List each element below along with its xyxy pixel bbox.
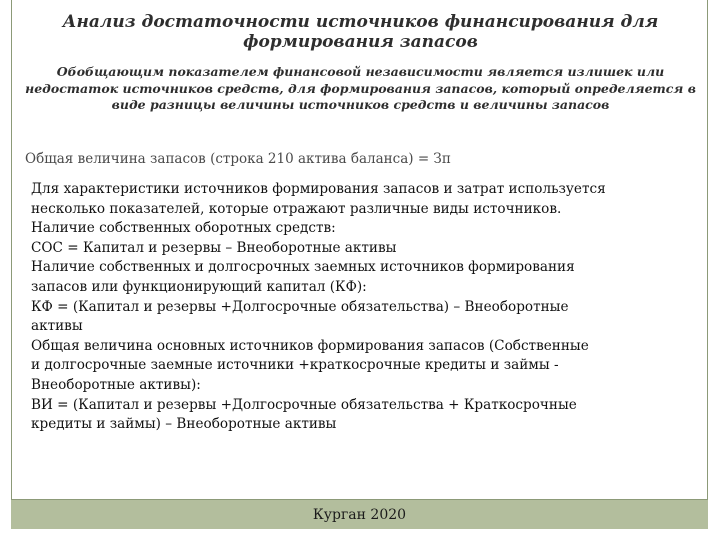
body-line: Общая величина основных источников формирования запасов (Собственные [31,337,589,354]
body-line: Для характеристики источников формирования запасов и затрат используется [31,181,606,197]
body-line: Внеоборотные активы): [31,376,201,393]
slide-frame [11,0,708,529]
sos-formula: СОС = Капитал и резервы – Внеоборотные активы [31,239,397,256]
slide-subtitle: Обобщающим показателем финансовой независимости является излишек или недостаток источников средств, для формирования запасов, который определяется в виде разницы величины источников средств и величины запасов [25,64,696,112]
slide-title: Анализ достаточности источников финансирования для формирования запасов [62,12,659,52]
vi-formula-cont: кредиты и займы) – Внеоборотные активы [31,416,337,433]
footer-text: Курган 2020 [312,506,407,523]
body-text [31,180,701,435]
footer-bar [11,499,708,529]
kf-formula-cont: активы [31,318,83,335]
body-line: и долгосрочные заемные источники +краткосрочные кредиты и займы - [31,357,559,374]
body-line: запасов или функционирующий капитал (КФ): [31,278,367,295]
body-line: Наличие собственных и долгосрочных заемных источников формирования [31,259,575,276]
kf-formula: КФ = (Капитал и резервы +Долгосрочные обязательства) – Внеоборотные [31,298,569,315]
vi-formula: ВИ = (Капитал и резервы +Долгосрочные обязательства + Краткосрочные [31,396,577,413]
body-line: Наличие собственных оборотных средств: [31,220,336,237]
reserves-formula: Общая величина запасов (строка 210 актива баланса) = Зп [25,151,451,167]
body-line: несколько показателей, которые отражают различные виды источников. [31,200,562,217]
